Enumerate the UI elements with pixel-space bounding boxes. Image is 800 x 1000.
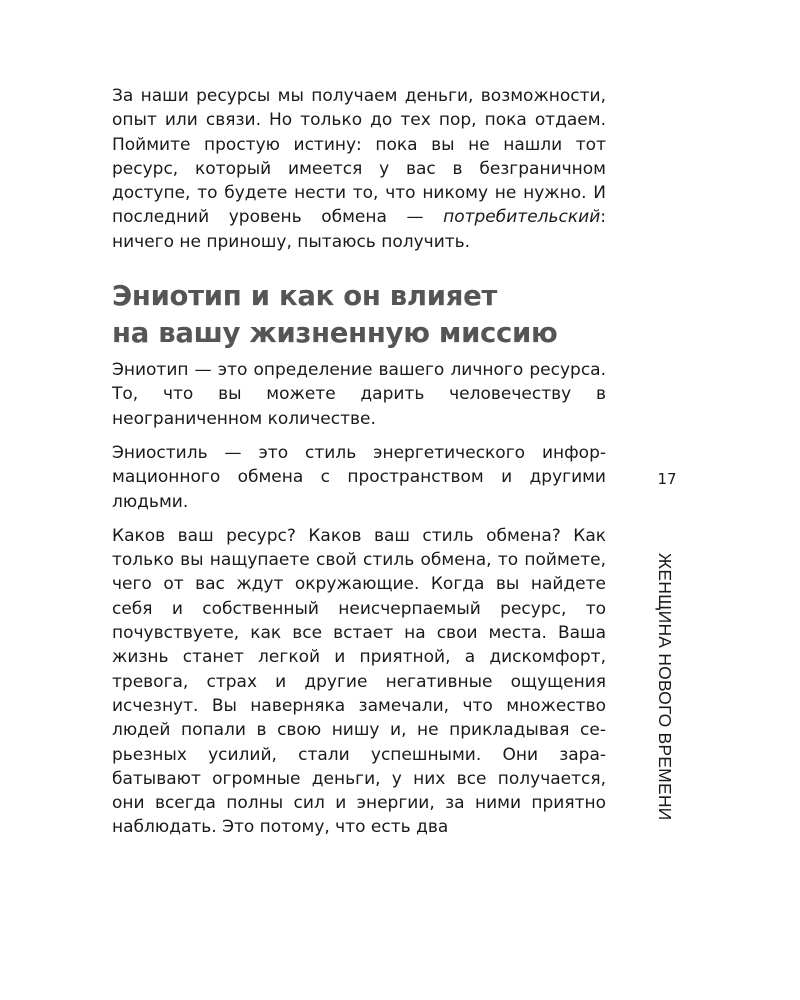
section-heading-line-1: Эниотип и как он влияет: [112, 280, 498, 313]
paragraph-resources-tail: : ничего не приношу, пытаюсь получить.: [112, 207, 606, 252]
paragraph-your-resource: Каков ваш ресурс? Каков ваш стиль обмена? Как только вы нащупаете свой стиль обмена, то поймете, чего от вас ждут окружающие. Когда вы найдете себя и собственный неисчерпаемый ресурс, то почувствуете, как все встает на свои места. Ваша жизнь станет легкой и приятной, а дискомфорт, тревога, страх и другие негативные ощущения исчезнут. Вы наверняка замечали, что множество людей попали в свою нишу и, не прикладывая серьезных усилий, стали успешными. Они зарабатывают огромные деньги, у них все получается, они всегда полны сил и энергии, за ними приятно наблюдать. Это потому, что есть два: [112, 525, 606, 838]
section-heading: [112, 278, 606, 352]
paragraph-eniotype: Эниотип — это определение вашего личного ресурса. То, что вы можете дарить человечеству в неограниченном количестве.: [112, 360, 606, 429]
paragraph-eniostyle: Эниостиль — это стиль энергетического информационного обмена с пространством и другими людьми.: [112, 442, 606, 512]
page-number: 17: [657, 470, 677, 488]
running-title: ЖЕНЩИНА НОВОГО ВРЕМЕНИ: [655, 553, 675, 821]
page-body: [112, 84, 606, 850]
paragraph-resources-text: За наши ресурсы мы получаем деньги, возможности, опыт или связи. Но только до тех пор, пока отдаем. Поймите простую истину: пока вы не нашли тот ресурс, который имеется у вас в безграничном доступе, то будете нести то, что никому не нужно. И последний уровень обмена —: [112, 86, 606, 228]
emphasis-consumer: потребительский: [443, 207, 601, 228]
paragraph-resources: [112, 84, 606, 254]
section-heading-line-2: на вашу жизненную миссию: [112, 317, 558, 350]
